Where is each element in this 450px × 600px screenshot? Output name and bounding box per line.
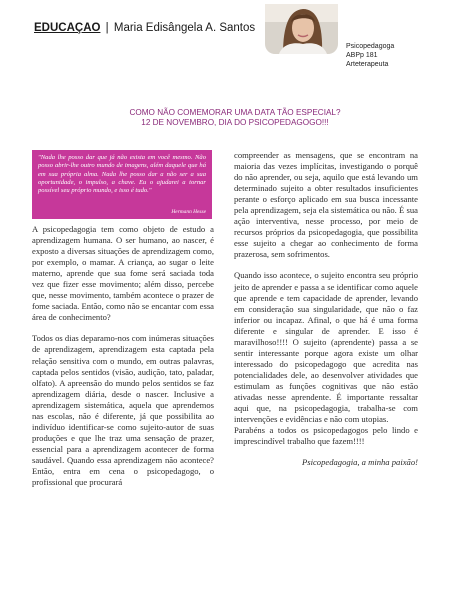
author-role-3: Arteterapeuta (346, 61, 389, 68)
author-role-1: Psicopedagoga (346, 43, 395, 50)
article-title-line-1: COMO NÃO COMEMORAR UMA DATA TÃO ESPECIAL? (129, 108, 341, 117)
author-portrait-image (265, 4, 338, 54)
body-paragraph-3: compreender as mensagens, que se encontram na maioria das vezes implícitas, investigando o porquê do não aprender, ou seja, aquilo que está levando um determinado sujeito a obter resultados insuficientes perante o esforço aplicado em sua busca incessante pela aprendizagem, seja ela sistemática ou não. É sua ação interventiva, nesse processo, por meio de recursos próprios da psicopedagogia, que possibilita esse sujeito a chegar ao conhecimento de forma prazerosa, sem sofrimentos. (234, 150, 418, 260)
author-credentials (346, 42, 446, 69)
author-name: Maria Edisângela A. Santos (113, 22, 256, 34)
epigraph-quote-box (32, 150, 212, 219)
body-paragraph-4: Quando isso acontece, o sujeito encontra seu próprio jeito de aprender e passa a se identificar como aquele que aprende e tem capacidade de aprender, levando em consideração sua singularidade, que não o faz inferior ou incapaz. Afinal, o que há é uma forma diferente e singular de aprender. E isso é maravilhoso!!!! O sujeito (aprendente) passa a se sentir interessante porque agora existe um olhar interessado do psicopedagogo que acredita nas potencialidades dele, ao desenvolver atividades que estimulam as funções cognitivas que não estão ativadas nesse aprendente. É importante ressaltar aqui que, na psicopedagogia, trabalha-se com intervenções e evidências e não com utopias. (234, 270, 418, 425)
author-photo (265, 4, 338, 54)
body-column-left (32, 224, 214, 488)
article-title-line-2: 12 DE NOVEMBRO, DIA DO PSICOPEDAGOGO!!! (141, 118, 329, 127)
header-separator: | (105, 22, 109, 34)
body-paragraph-2: Todos os dias deparamo-nos com inúmeras situações de aprendizagem, aprendizagem esta captada pela relação sensitiva com o mundo, em outras palavras, captada pelos sentidos (visão, audição, tato, paladar, olfato). A apreensão do mundo pelos sentidos se faz aprendizagem diária, desde o nascer. Inclusive a aprendizagem sistemática, aquela que aprendemos nas escolas, não é diferente, já que possibilita ao indivíduo identificar-se como sujeito-autor de suas produções e que lhe traz uma sensação de prazer, essencial para a aprendizagem acontecer de forma saudável. Quando essa aprendizagem não acontece? Então, entra em cena o psicopedagogo, o profissional que procurará (32, 333, 214, 488)
body-paragraph-5: Parabéns a todos os psicopedagogos pelo lindo e imprescindível trabalho que fazem!!!! (234, 425, 418, 447)
body-column-right (234, 150, 418, 468)
article-title (40, 108, 430, 128)
closing-signature: Psicopedagogia, a minha paixão! (302, 457, 418, 468)
author-role-2: ABPp 181 (346, 52, 378, 59)
section-label: EDUCAÇÃO (34, 22, 101, 34)
quote-text: "Nada lhe posso dar que já não exista em você mesmo. Não posso abrir-lhe outro mundo de imagens, além daquele que há em sua própria alma. Nada lhe posso dar a não ser a sua oportunidade, o impulso, a chave. Eu o ajudarei a tornar possível seu próprio mundo, e isso é tudo." (38, 154, 206, 195)
quote-author: Hermann Hesse (171, 208, 206, 215)
body-paragraph-1: A psicopedagogia tem como objeto de estudo a aprendizagem humana. O ser humano, ao nascer, é exposto a diversas situações de aprendizagem como, por exemplo, o mamar. A criança, ao sugar o leite materno, aprende que sua fome será saciada toda vez que fizer esse movimento; além disso, percebe que, nesse movimento, também acontece o prazer de fome saciada. Então, como não se encantar com essa área de conhecimento? (32, 224, 214, 323)
header-title (34, 22, 294, 34)
